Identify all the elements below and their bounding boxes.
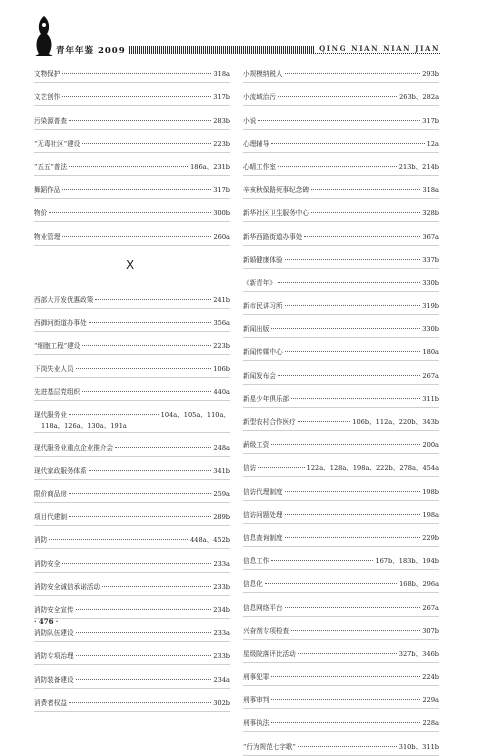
- entry-pages-continued: 118a、126a、130a、191a: [41, 422, 127, 431]
- leader-dots: [285, 73, 421, 74]
- index-entry: [34, 153, 230, 176]
- index-entry: [34, 83, 230, 106]
- entry-term: 新华社区卫生服务中心: [243, 209, 309, 218]
- index-entry: [34, 480, 230, 503]
- leader-dots: [271, 328, 420, 329]
- entry-term: 舞蹈作品: [34, 186, 61, 195]
- leader-dots: [102, 586, 211, 587]
- entry-term: 星级院落评比活动: [243, 649, 296, 658]
- index-entry: [34, 526, 230, 549]
- leader-dots: [115, 447, 211, 448]
- entry-pages: 260a: [213, 232, 230, 241]
- entry-term: 信访问题处理: [243, 510, 283, 519]
- entry-term: 刑事犯罪: [243, 673, 270, 682]
- entry-term: 薪级工资: [243, 441, 270, 450]
- entry-pages: 302b: [213, 698, 230, 707]
- entry-term: 新华西路街道办事处: [243, 232, 303, 241]
- entry-pages: 293b: [422, 70, 439, 79]
- leader-dots: [271, 560, 373, 561]
- leader-dots: [62, 96, 211, 97]
- leader-dots: [285, 607, 421, 608]
- index-entry: [243, 732, 439, 755]
- entry-pages: 224b: [422, 673, 439, 682]
- entry-term: 新市民讲习所: [243, 302, 283, 311]
- index-entry: [243, 686, 439, 709]
- leader-dots: [285, 305, 421, 306]
- entry-term: 西部大开发优惠政策: [34, 295, 94, 304]
- header-title: 青年年鉴 2009: [56, 46, 126, 56]
- index-entry: [34, 332, 230, 355]
- index-entry: [34, 433, 230, 456]
- entry-term: 现代服务业重点企业推介会: [34, 443, 114, 452]
- entry-term: 小说: [243, 116, 257, 125]
- leader-dots: [95, 299, 211, 300]
- leader-dots: [76, 368, 212, 369]
- index-entry: [34, 596, 230, 619]
- entry-term: 心晴工作室: [243, 162, 276, 171]
- index-entry: [243, 60, 439, 83]
- leader-dots: [62, 236, 211, 237]
- entry-term: 新型农村合作医疗: [243, 418, 296, 426]
- leader-dots: [89, 322, 212, 323]
- entry-pages: 267a: [422, 371, 439, 380]
- leader-dots: [278, 282, 420, 283]
- index-entry: [34, 457, 230, 480]
- entry-term: 消防队伍建设: [34, 629, 74, 638]
- entry-pages: 259a: [213, 490, 230, 498]
- entry-pages: 234b: [213, 605, 230, 614]
- entry-term: 消防安全: [34, 559, 61, 568]
- entry-term: 现代家政服务体系: [34, 466, 87, 475]
- leader-dots: [76, 609, 212, 610]
- entry-pages: 186a、231b: [190, 162, 230, 171]
- entry-pages: 234a: [213, 675, 230, 684]
- leader-dots: [258, 120, 420, 121]
- entry-pages: 300b: [213, 209, 230, 218]
- entry-term: 现代服务业: [34, 411, 67, 420]
- leader-dots: [271, 143, 424, 144]
- header-english-title: QING NIAN NIAN JIAN: [315, 44, 440, 53]
- leader-dots: [89, 470, 211, 471]
- entry-term: 限价商品房: [34, 490, 67, 498]
- section-letter: X: [126, 257, 135, 272]
- leader-dots: [291, 398, 420, 399]
- entry-term: 新星少年俱乐部: [243, 394, 290, 403]
- leader-dots: [69, 493, 212, 494]
- entry-term: 物价: [34, 209, 48, 218]
- entry-pages: 223b: [213, 342, 230, 351]
- index-entry: [34, 286, 230, 309]
- leader-dots: [311, 212, 420, 213]
- entry-pages: 263b、282a: [399, 93, 439, 102]
- index-entry: [243, 83, 439, 106]
- index-entry: [34, 619, 230, 642]
- leader-dots: [62, 73, 211, 74]
- entry-term: 物业管理: [34, 232, 61, 241]
- leader-dots: [258, 467, 304, 468]
- index-entry: [34, 130, 230, 153]
- entry-term: 下岗失业人员: [34, 365, 74, 374]
- index-entry: [34, 665, 230, 688]
- entry-term: “行为规范七字歌”: [243, 742, 296, 751]
- entry-pages: 327b、346b: [398, 649, 439, 658]
- leader-dots: [69, 166, 188, 167]
- index-entry: [243, 524, 439, 547]
- index-entry: [243, 408, 439, 431]
- index-entry: [34, 642, 230, 665]
- entry-pages: 233b: [213, 652, 230, 661]
- leader-dots: [62, 189, 211, 190]
- leader-dots: [69, 702, 211, 703]
- leader-dots: [298, 746, 397, 747]
- entry-pages: 233b: [213, 582, 230, 591]
- entry-term: 消防: [34, 536, 48, 545]
- entry-pages: 200a: [422, 441, 439, 450]
- entry-term: 先进基层党组织: [34, 388, 81, 397]
- entry-term: 污染源普查: [34, 116, 67, 125]
- index-entry: [243, 501, 439, 524]
- entry-pages: 229b: [422, 533, 439, 542]
- entry-pages: 267a: [422, 603, 439, 612]
- entry-term: 小流域治污: [243, 93, 276, 102]
- index-entry: [34, 378, 230, 401]
- entry-pages: 213b、214b: [398, 162, 439, 171]
- index-entry: [243, 130, 439, 153]
- leader-dots: [278, 166, 397, 167]
- entry-pages: 104a、105a、110a、: [160, 411, 230, 420]
- index-entry: [34, 573, 230, 596]
- index-entry: [243, 454, 439, 477]
- index-entry: [243, 176, 439, 199]
- entry-pages: 317b: [422, 116, 439, 125]
- leader-dots: [62, 563, 211, 564]
- entry-term: 信息工作: [243, 557, 270, 566]
- index-entry: [243, 106, 439, 129]
- leader-dots: [285, 491, 421, 492]
- index-entry: [34, 549, 230, 572]
- index-entry: [243, 593, 439, 616]
- leader-dots: [278, 375, 421, 376]
- index-entry: [243, 570, 439, 593]
- index-entry: [243, 431, 439, 454]
- entry-term: 信访: [243, 464, 257, 473]
- entry-term: 消费者权益: [34, 698, 67, 707]
- entry-pages: 168b、296a: [399, 580, 439, 589]
- index-entry: [243, 477, 439, 500]
- leader-dots: [271, 699, 420, 700]
- entry-pages: 356a: [213, 318, 230, 327]
- index-entry: [243, 617, 439, 640]
- entry-pages: 341b: [213, 466, 230, 475]
- entry-pages: 198b: [422, 487, 439, 496]
- index-entry: [243, 199, 439, 222]
- entry-term: 消防安全诚信承诺活动: [34, 582, 100, 591]
- entry-term: 信息化: [243, 580, 263, 589]
- entry-term: 兴奋剂专项检查: [243, 626, 290, 635]
- leader-dots: [76, 655, 212, 656]
- entry-pages: 106b、112a、220b、343b: [352, 418, 439, 426]
- entry-pages: 319b: [422, 302, 439, 311]
- leader-dots: [76, 679, 212, 680]
- entry-term: 《新青年》: [243, 278, 276, 287]
- leader-dots: [311, 189, 421, 190]
- index-entry: [34, 106, 230, 129]
- entry-term: 西御河街道办事处: [34, 318, 87, 327]
- leader-dots: [291, 630, 420, 631]
- leader-dots: [285, 537, 421, 538]
- entry-term: 小规模纳税人: [243, 70, 283, 79]
- entry-pages: 311b: [422, 394, 439, 403]
- entry-term: 文物保护: [34, 70, 61, 79]
- index-entry: [243, 547, 439, 570]
- entry-pages: 448a、452b: [190, 536, 230, 545]
- entry-pages: 330b: [422, 325, 439, 334]
- leader-dots: [265, 583, 397, 584]
- entry-pages: 318a: [213, 70, 230, 79]
- entry-term: 新婚健康体验: [243, 255, 283, 264]
- entry-term: 信息查询制度: [243, 533, 283, 542]
- leader-dots: [49, 539, 188, 540]
- leader-dots: [278, 96, 397, 97]
- entry-pages: 248a: [213, 443, 230, 452]
- leader-dots: [82, 345, 211, 346]
- entry-term: 信访代理制度: [243, 487, 283, 496]
- entry-term: 消防专项治理: [34, 652, 74, 661]
- entry-term: “五五”普法: [34, 162, 68, 171]
- index-entry: [243, 385, 439, 408]
- entry-pages: 283b: [213, 116, 230, 125]
- page-header: [0, 0, 480, 62]
- index-entry: [34, 199, 230, 222]
- entry-pages: 223b: [213, 139, 230, 148]
- leader-dots: [82, 143, 211, 144]
- leader-dots: [82, 391, 211, 392]
- entry-pages: 228a: [422, 719, 439, 728]
- entry-pages: 198a: [422, 510, 439, 519]
- entry-term: 刑事执法: [243, 719, 270, 728]
- yearbook-logo-icon: [33, 14, 55, 56]
- index-column-left: [34, 60, 230, 712]
- index-entry: [243, 361, 439, 384]
- index-entry: [243, 709, 439, 732]
- entry-term: 新闻发布会: [243, 371, 276, 380]
- row-divider: [243, 755, 439, 756]
- leader-dots: [271, 722, 420, 723]
- index-entry: [34, 60, 230, 83]
- index-entry: [243, 269, 439, 292]
- entry-term: 新闻出版: [243, 325, 270, 334]
- entry-pages: 440a: [213, 388, 230, 397]
- entry-term: 新闻传媒中心: [243, 348, 283, 357]
- entry-pages: 307b: [422, 626, 439, 635]
- entry-pages: 12a: [426, 139, 439, 148]
- entry-term: 文艺创作: [34, 93, 61, 102]
- leader-dots: [69, 516, 211, 517]
- index-entry: [34, 355, 230, 378]
- index-entry: [34, 401, 230, 433]
- entry-term: “细胞工程”建设: [34, 342, 81, 351]
- index-entry: [34, 503, 230, 526]
- entry-pages: 229a: [422, 696, 439, 705]
- entry-pages: 328b: [422, 209, 439, 218]
- leader-dots: [304, 236, 420, 237]
- leader-dots: [298, 653, 397, 654]
- entry-pages: 330b: [422, 278, 439, 287]
- index-entry: [34, 689, 230, 712]
- entry-pages: 317b: [213, 93, 230, 102]
- index-entry: [243, 292, 439, 315]
- entry-term: 消防装备建设: [34, 675, 74, 684]
- leader-dots: [285, 259, 421, 260]
- index-entry: [243, 338, 439, 361]
- leader-dots: [298, 421, 351, 422]
- entry-pages: 233a: [213, 559, 230, 568]
- entry-term: 刑事审判: [243, 696, 270, 705]
- row-divider: [34, 711, 230, 712]
- index-entry: [34, 176, 230, 199]
- index-entry: [243, 246, 439, 269]
- leader-dots: [285, 514, 421, 515]
- entry-pages: 241b: [213, 295, 230, 304]
- entry-pages: 367a: [422, 232, 439, 241]
- index-entry: [243, 315, 439, 338]
- index-column-right: [243, 60, 439, 756]
- index-entry: [243, 663, 439, 686]
- leader-dots: [271, 444, 420, 445]
- index-entry: [243, 640, 439, 663]
- index-entry: [243, 153, 439, 176]
- leader-dots: [271, 676, 420, 677]
- entry-term: “无毒社区”建设: [34, 139, 81, 148]
- entry-pages: 106b: [213, 365, 230, 374]
- leader-dots: [285, 351, 421, 352]
- page-number: · 476 ·: [34, 617, 59, 626]
- entry-pages: 318a: [422, 186, 439, 195]
- entry-pages: 310b、311b: [398, 742, 439, 751]
- index-entry: [34, 309, 230, 332]
- entry-pages: 180a: [422, 348, 439, 357]
- entry-pages: 289b: [213, 513, 230, 522]
- leader-dots: [69, 120, 211, 121]
- entry-pages: 233a: [213, 629, 230, 638]
- entry-pages: 122a、128a、198a、222b、278a、454a: [306, 464, 439, 473]
- entry-term: 心理辅导: [243, 139, 270, 148]
- leader-dots: [76, 632, 212, 633]
- entry-pages: 167b、183b、194b: [375, 557, 439, 566]
- entry-term: 辛亥秋保路死事纪念碑: [243, 186, 309, 195]
- entry-term: 信息网络平台: [243, 603, 283, 612]
- entry-pages: 337b: [422, 255, 439, 264]
- entry-term: 消防安全宣传: [34, 605, 74, 614]
- index-entry: [243, 222, 439, 245]
- entry-term: 项目代建制: [34, 513, 67, 522]
- leader-dots: [69, 414, 159, 415]
- entry-pages: 317b: [213, 186, 230, 195]
- leader-dots: [49, 212, 211, 213]
- index-entry: [34, 222, 230, 245]
